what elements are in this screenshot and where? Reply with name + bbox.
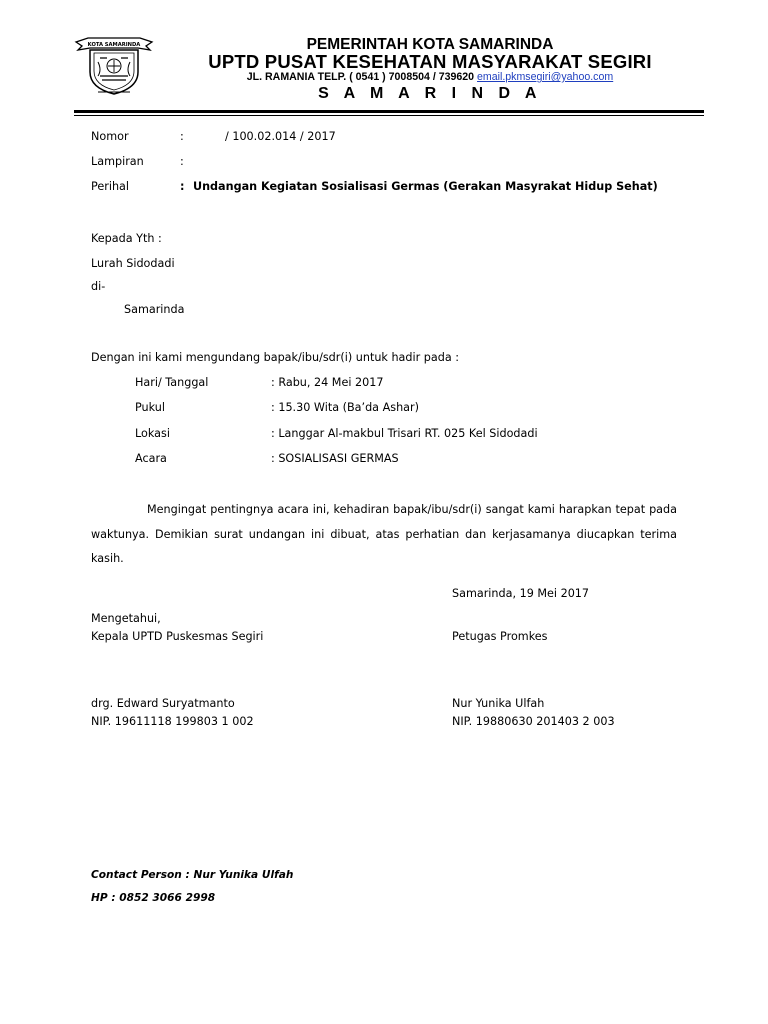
signature-left-title: Kepala UPTD Puskesmas Segiri: [91, 630, 264, 643]
event-time-label: Pukul: [135, 401, 165, 414]
recipient-place: Samarinda: [124, 303, 185, 316]
recipient-greeting: Kepada Yth :: [91, 232, 162, 245]
event-location-value: : Langgar Al-makbul Trisari RT. 025 Kel Sidodadi: [271, 427, 538, 440]
place-date: Samarinda, 19 Mei 2017: [452, 587, 590, 600]
signature-left-name: drg. Edward Suryatmanto: [91, 697, 235, 710]
field-lampiran-colon: :: [180, 155, 184, 168]
letterhead-email-link[interactable]: email.pkmsegiri@yahoo.com: [477, 71, 614, 83]
recipient-name: Lurah Sidodadi: [91, 257, 175, 270]
closing-paragraph: Mengingat pentingnya acara ini, kehadiran bapak/ibu/sdr(i) sangat kami harapkan tepat pada waktunya. Demikian surat undangan ini dibuat, atas perhatian dan kerjasamanya diucapkan terima kasih.: [91, 503, 677, 565]
letterhead-divider-thick: [74, 110, 704, 113]
city-emblem-logo: [74, 36, 154, 96]
signature-right-nip: NIP. 19880630 201403 2 003: [452, 715, 615, 728]
event-location-label: Lokasi: [135, 427, 170, 440]
contact-phone: HP : 0852 3066 2998: [91, 892, 216, 904]
letterhead-institution: UPTD PUSAT KESEHATAN MASYARAKAT SEGIRI: [208, 51, 652, 72]
letterhead-address-line: [170, 71, 690, 83]
field-nomor-label: Nomor: [91, 130, 129, 143]
field-nomor-colon: :: [180, 130, 184, 143]
field-perihal-value: Undangan Kegiatan Sosialisasi Germas (Gerakan Masyrakat Hidup Sehat): [193, 180, 658, 193]
letterhead-divider-thin: [74, 115, 704, 116]
field-lampiran-label: Lampiran: [91, 155, 144, 168]
event-date-value: : Rabu, 24 Mei 2017: [271, 376, 384, 389]
letterhead-government: PEMERINTAH KOTA SAMARINDA: [306, 36, 554, 53]
signature-right-name: Nur Yunika Ulfah: [452, 697, 545, 710]
letterhead-city: S A M A R I N D A: [318, 85, 542, 102]
letterhead-address: JL. RAMANIA TELP. ( 0541 ) 7008504 / 739620: [246, 71, 475, 83]
logo-banner-text: KOTA SAMARINDA: [87, 42, 141, 48]
event-date-label: Hari/ Tanggal: [135, 376, 209, 389]
signature-left-nip: NIP. 19611118 199803 1 002: [91, 715, 254, 728]
field-nomor-value: / 100.02.014 / 2017: [225, 130, 336, 143]
signature-right-title: Petugas Promkes: [452, 630, 548, 643]
event-time-value: : 15.30 Wita (Ba’da Ashar): [271, 401, 419, 414]
invitation-intro: Dengan ini kami mengundang bapak/ibu/sdr(i) untuk hadir pada :: [91, 351, 460, 364]
signature-left-acknowledge: Mengetahui,: [91, 612, 161, 625]
field-perihal-colon: :: [180, 180, 185, 193]
field-perihal-label: Perihal: [91, 180, 129, 193]
contact-person: Contact Person : Nur Yunika Ulfah: [91, 869, 294, 881]
event-agenda-label: Acara: [135, 452, 167, 465]
recipient-di: di-: [91, 280, 106, 293]
event-agenda-value: : SOSIALISASI GERMAS: [271, 452, 399, 465]
